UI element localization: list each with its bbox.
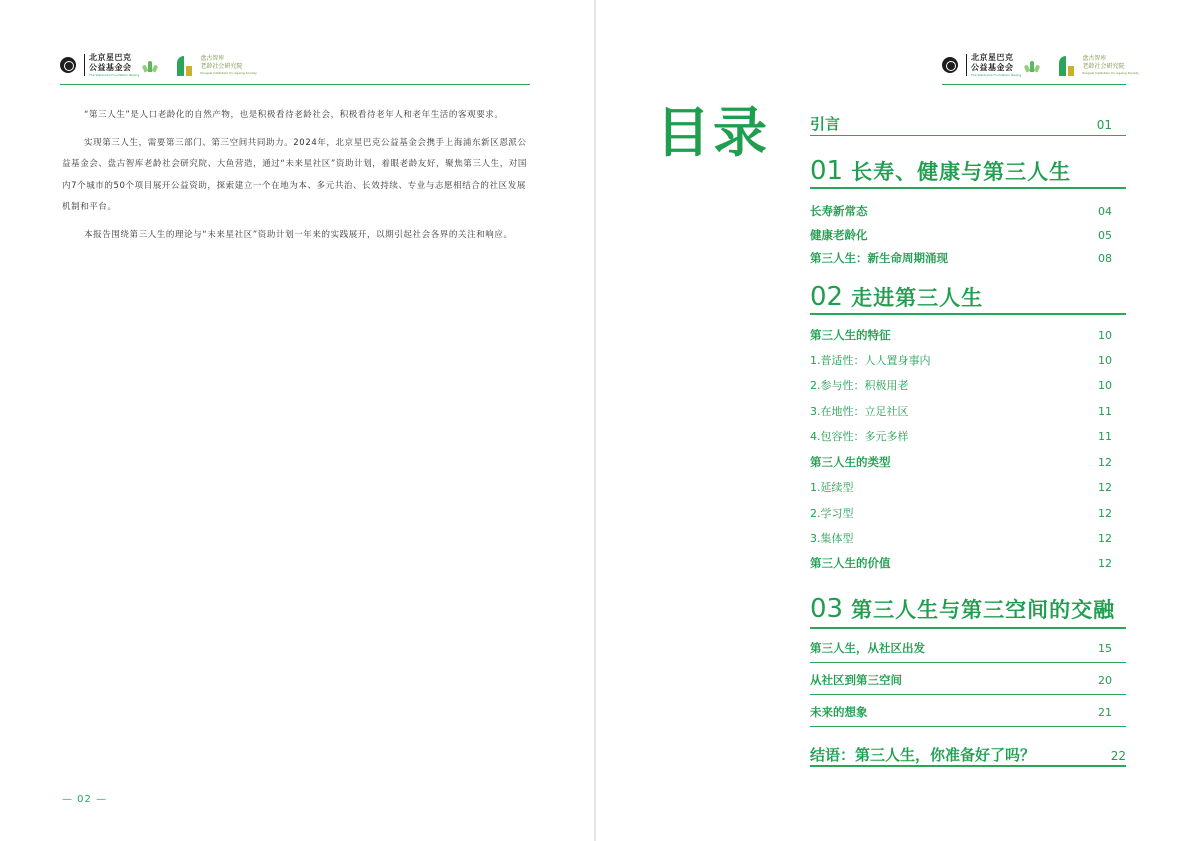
pangu-logo-icon bbox=[1057, 54, 1077, 76]
lotus-icon bbox=[1023, 58, 1041, 72]
header-divider bbox=[60, 84, 530, 85]
toc-entry-title: 第三人生，从社区出发 bbox=[810, 641, 925, 655]
toc-entry-page: 08 bbox=[1098, 252, 1112, 265]
toc-entry-title: 健康老龄化 bbox=[810, 228, 868, 242]
foundation-name-en: The Starbucks Foundation Beijing bbox=[971, 73, 1022, 77]
toc-entry-page: 11 bbox=[1098, 405, 1112, 418]
logo-divider bbox=[84, 54, 85, 76]
toc-entry-title: 3.在地性：立足社区 bbox=[810, 405, 909, 418]
toc-entry-page: 21 bbox=[1098, 706, 1112, 719]
right-page bbox=[596, 0, 1190, 841]
header-logos bbox=[60, 48, 257, 82]
starbucks-logo-icon bbox=[942, 57, 958, 73]
toc-entry[interactable] bbox=[810, 352, 1126, 368]
chapter-number: 02 bbox=[810, 282, 844, 312]
pangu-logo-icon bbox=[175, 54, 195, 76]
toc-entry-page: 12 bbox=[1098, 481, 1112, 494]
pangu-name-line2: 老龄社会研究院 bbox=[1082, 63, 1125, 70]
body-paragraph: 实现第三人生，需要第三部门、第三空间共同助力。2024年，北京星巴克公益基金会携手上海浦东新区恩派公益基金会、盘古智库老龄社会研究院、大鱼营造，通过“未来星社区”资助计划，着眼老龄友好，聚焦第三人生，对国内7个城市的50个项目展开公益资助，探索建立一个在地为本、多元共治、长效持续、专业与志愿相结合的社区发展机制和平台。 bbox=[62, 137, 528, 212]
toc-entry[interactable] bbox=[810, 203, 1126, 219]
toc-entry[interactable] bbox=[810, 403, 1126, 419]
chapter-name: 长寿、健康与第三人生 bbox=[851, 160, 1072, 184]
toc-entry[interactable] bbox=[810, 327, 1126, 343]
pangu-name-en: Pangoal Institution for Ageing Society bbox=[200, 71, 257, 75]
toc-entry-title: 第三人生：新生命周期涌现 bbox=[810, 251, 948, 265]
toc-entry[interactable] bbox=[810, 640, 1126, 656]
pangu-name-line2: 老龄社会研究院 bbox=[200, 63, 243, 70]
toc-entry-title: 1.普适性：人人置身事内 bbox=[810, 354, 931, 367]
toc-entry-title: 结语：第三人生，你准备好了吗？ bbox=[810, 746, 1036, 764]
toc-divider bbox=[810, 627, 1126, 629]
foundation-logo bbox=[89, 53, 139, 77]
toc-divider bbox=[810, 726, 1126, 727]
toc-entry-conclusion[interactable] bbox=[810, 744, 1126, 765]
toc-chapter-02[interactable] bbox=[810, 282, 1126, 312]
chapter-number: 01 bbox=[810, 156, 844, 186]
logo-divider bbox=[966, 54, 967, 76]
toc-entry-title: 2.学习型 bbox=[810, 507, 854, 520]
pangu-name-en: Pangoal Institution for Ageing Society bbox=[1082, 71, 1139, 75]
toc-entry-title: 引言 bbox=[810, 115, 841, 133]
toc-entry[interactable] bbox=[810, 555, 1126, 571]
toc-entry-page: 12 bbox=[1098, 532, 1112, 545]
toc-entry-page: 11 bbox=[1098, 430, 1112, 443]
toc-entry-title: 4.包容性：多元多样 bbox=[810, 430, 909, 443]
starbucks-logo-icon bbox=[60, 57, 76, 73]
toc-entry-title: 3.集体型 bbox=[810, 532, 854, 545]
body-paragraph: 本报告围绕第三人生的理论与“未来星社区”资助计划一年来的实践展开，以期引起社会各界的关注和响应。 bbox=[84, 229, 513, 240]
toc-entry[interactable] bbox=[810, 530, 1126, 546]
toc-entry[interactable] bbox=[810, 672, 1126, 688]
toc-entry-page: 01 bbox=[1096, 118, 1112, 132]
toc-entry-page: 22 bbox=[1110, 749, 1126, 763]
toc-entry-title: 2.参与性：积极用老 bbox=[810, 379, 909, 392]
toc-entry[interactable] bbox=[810, 428, 1126, 444]
toc-entry-title: 长寿新常态 bbox=[810, 204, 868, 218]
chapter-number: 03 bbox=[810, 594, 844, 624]
toc-divider bbox=[810, 662, 1126, 663]
pangu-name-line1: 盘古智库 bbox=[1082, 55, 1107, 62]
toc-entry-page: 05 bbox=[1098, 229, 1112, 242]
foundation-name-line2: 公益基金会 bbox=[971, 63, 1014, 72]
toc-entry-title: 1.延续型 bbox=[810, 481, 854, 494]
toc-divider bbox=[810, 313, 1126, 315]
toc-entry-page: 10 bbox=[1098, 329, 1112, 342]
foundation-name-line1: 北京星巴克 bbox=[971, 53, 1014, 62]
toc-entry-page: 12 bbox=[1098, 507, 1112, 520]
chapter-name: 走进第三人生 bbox=[851, 286, 984, 310]
toc-divider bbox=[810, 765, 1126, 767]
foundation-name-line1: 北京星巴克 bbox=[89, 53, 132, 62]
toc-entry-title: 从社区到第三空间 bbox=[810, 673, 902, 687]
foundation-logo bbox=[971, 53, 1021, 77]
toc-entry-title: 第三人生的类型 bbox=[810, 455, 891, 469]
toc-entry[interactable] bbox=[810, 505, 1126, 521]
toc-chapter-01[interactable] bbox=[810, 156, 1126, 186]
header-divider bbox=[942, 84, 1126, 85]
toc-entry[interactable] bbox=[810, 227, 1126, 243]
header-logos bbox=[942, 48, 1139, 82]
toc-divider bbox=[810, 694, 1126, 695]
toc-entry[interactable] bbox=[810, 377, 1126, 393]
body-text bbox=[62, 105, 532, 252]
toc-divider bbox=[810, 187, 1126, 189]
pangu-logo-text bbox=[1082, 55, 1138, 75]
chapter-name: 第三人生与第三空间的交融 bbox=[851, 598, 1116, 622]
toc-entry-page: 12 bbox=[1098, 557, 1112, 570]
pangu-name-line1: 盘古智库 bbox=[200, 55, 225, 62]
foundation-name-en: The Starbucks Foundation Beijing bbox=[89, 73, 140, 77]
toc-entry-page: 04 bbox=[1098, 205, 1112, 218]
toc-entry-title: 第三人生的特征 bbox=[810, 328, 891, 342]
toc-entry-page: 10 bbox=[1098, 379, 1112, 392]
toc-entry[interactable] bbox=[810, 479, 1126, 495]
toc-entry-intro[interactable] bbox=[810, 113, 1126, 134]
toc-entry-title: 未来的想象 bbox=[810, 705, 868, 719]
toc-divider bbox=[810, 135, 1126, 136]
foundation-name-line2: 公益基金会 bbox=[89, 63, 132, 72]
toc-entry-page: 10 bbox=[1098, 354, 1112, 367]
toc-entry-page: 20 bbox=[1098, 674, 1112, 687]
toc-entry[interactable] bbox=[810, 250, 1126, 266]
body-paragraph: “第三人生”是人口老龄化的自然产物，也是积极看待老龄社会，积极看待老年人和老年生活的客观要求。 bbox=[84, 110, 504, 120]
toc-entry-title: 第三人生的价值 bbox=[810, 556, 891, 570]
toc-title: 目录 bbox=[656, 101, 770, 164]
toc-entry-page: 15 bbox=[1098, 642, 1112, 655]
lotus-icon bbox=[141, 58, 159, 72]
toc-entry[interactable] bbox=[810, 454, 1126, 470]
page-number: — 02 — bbox=[62, 794, 108, 805]
pangu-logo-text bbox=[200, 55, 256, 75]
toc-entry[interactable] bbox=[810, 704, 1126, 720]
toc-chapter-03[interactable] bbox=[810, 594, 1126, 624]
toc-entry-page: 12 bbox=[1098, 456, 1112, 469]
